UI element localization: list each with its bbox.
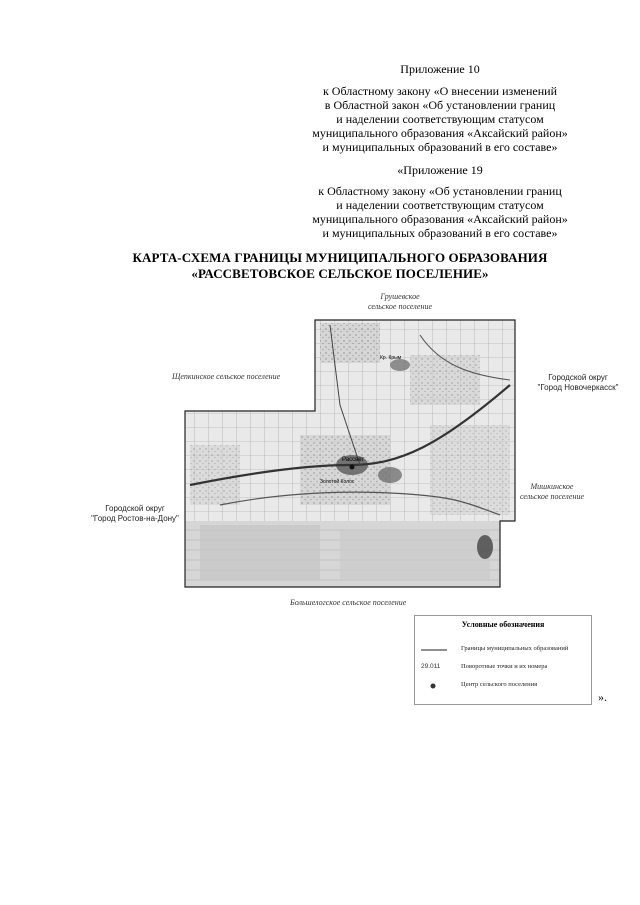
label-south: Большелогское сельское поселение — [290, 598, 407, 607]
label-west: Щепкинское сельское поселение — [172, 372, 281, 381]
closing-mark: ». — [598, 690, 607, 704]
map-legend — [414, 615, 592, 705]
appendix-19-line: и муниципальных образований в его составе» — [322, 226, 558, 240]
legend-item: Центр сельского поселения — [415, 680, 591, 694]
settlement-center-icon — [421, 680, 449, 692]
label-southwest: Городской округ "Город Ростов-на-Дону" — [91, 504, 179, 523]
appendix-19-line: к Областному закону «Об установлении границ — [318, 184, 562, 198]
map-image — [180, 315, 520, 595]
appendix-19-block — [300, 163, 580, 240]
label-northeast: Городской округ "Город Новочеркасск" — [537, 373, 619, 392]
map-place-label: Золотой Колос — [320, 479, 355, 485]
map-title-line-1: КАРТА-СХЕМА ГРАНИЦЫ МУНИЦИПАЛЬНОГО ОБРАЗОВАНИЯ — [132, 250, 548, 265]
turning-point-icon: 29.011 — [421, 663, 441, 670]
label-north: Грушевское сельское поселение — [367, 292, 433, 311]
settlement-center-icon — [350, 465, 355, 470]
appendix-10-block — [300, 62, 580, 154]
appendix-10-line: муниципального образования «Аксайский район» — [312, 126, 568, 140]
map-title-line-2: «РАССВЕТОВСКОЕ СЕЛЬСКОЕ ПОСЕЛЕНИЕ» — [191, 266, 489, 281]
appendix-10-title: Приложение 10 — [400, 62, 480, 76]
appendix-10-line: и наделении соответствующим статусом — [336, 112, 544, 126]
appendix-19-line: и наделении соответствующим статусом — [336, 198, 544, 212]
map-place-label: Рассвет — [342, 457, 365, 463]
boundary-line-icon — [421, 644, 449, 656]
appendix-10-line: к Областному закону «О внесении изменений — [322, 84, 558, 98]
label-east: Мишкинское сельское поселение — [519, 482, 585, 501]
legend-item: Границы муниципальных образований — [415, 644, 591, 658]
appendix-10-line: в Областной закон «Об установлении границ — [324, 98, 556, 112]
map-title — [60, 250, 620, 282]
appendix-19-title: «Приложение 19 — [397, 163, 483, 177]
map-place-label: Кр. Крым — [380, 355, 402, 361]
appendix-19-line: муниципального образования «Аксайский район» — [312, 212, 568, 226]
appendix-10-line: и муниципальных образований в его составе» — [322, 140, 558, 154]
legend-title: Условные обозначения — [461, 620, 545, 629]
legend-item: 29.011 Поворотные точки и их номера — [415, 662, 591, 676]
